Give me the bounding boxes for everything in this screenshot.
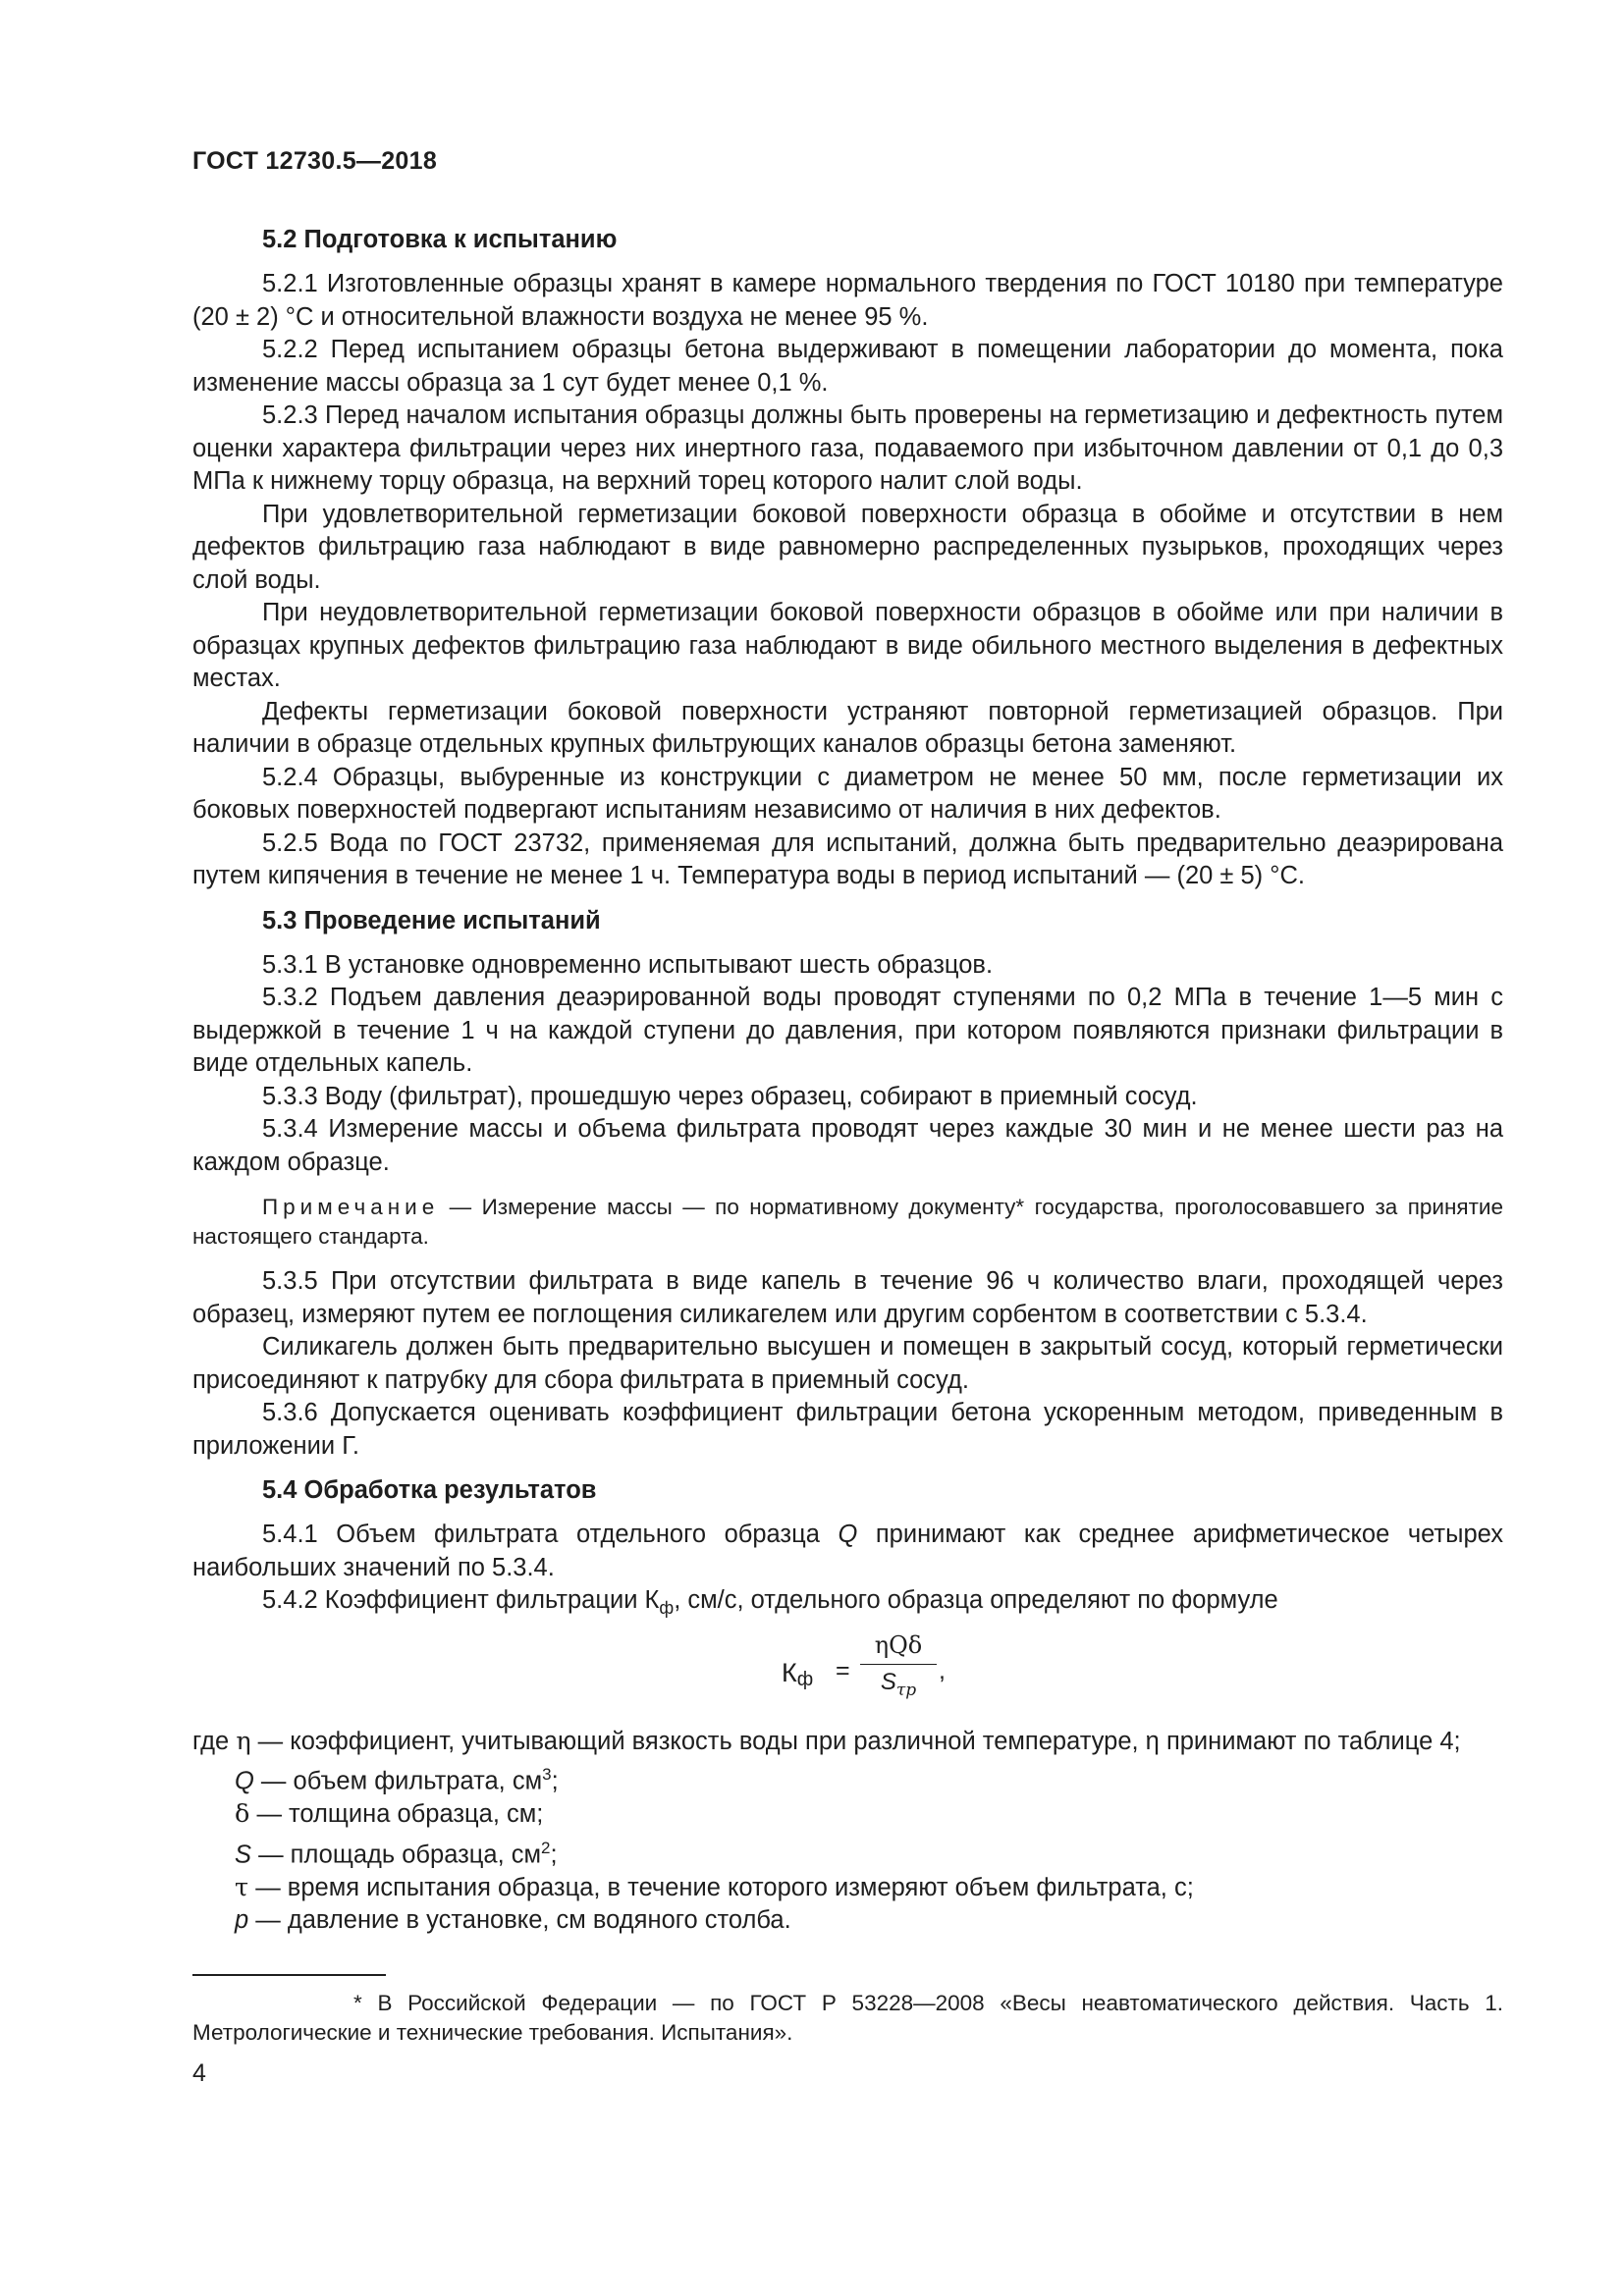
page-number: 4 [192, 2059, 206, 2087]
footnote: * В Российской Федерации — по ГОСТ Р 53228—2008 «Весы неавтоматического действия. Часть 1. Метрологические и технические требования. Испытания». [192, 1991, 1503, 2045]
tau-symbol: τ [235, 1872, 249, 1902]
paragraph-5-2-2: 5.2.2 Перед испытанием образцы бетона выдерживают в помещении лаборатории до момента, пока изменение массы образца за 1 сут будет менее 0,1 %. [192, 336, 1503, 397]
paragraph-5-4-1-text-a: 5.4.1 Объем фильтрата отдельного образца [262, 1521, 839, 1548]
formula-equals: = [836, 1656, 850, 1684]
definition-where: где [192, 1727, 230, 1755]
paragraph-5-3-3: 5.3.3 Воду (фильтрат), прошедшую через образец, собирают в приемный сосуд. [262, 1082, 1198, 1110]
note [192, 1193, 1503, 1252]
formula-denominator-s: S [880, 1668, 896, 1695]
formula-definitions [192, 1726, 1503, 1938]
formula-numerator: ηQδ [860, 1629, 937, 1665]
q-definition-end: ; [551, 1767, 559, 1795]
note-text: — Измерение массы — по нормативному документу* государства, проголосовавшего за принятие настоящего стандарта. [192, 1195, 1503, 1249]
paragraph-5-4-2-text-b: , см/с, отдельного образца определяют по формуле [674, 1586, 1278, 1614]
formula-k: К [782, 1657, 797, 1687]
s-definition: — площадь образца, см [251, 1841, 542, 1869]
formula-denominator-subscript: τp [895, 1680, 917, 1700]
definition-tau [192, 1872, 1503, 1905]
paragraph-5-4-2-text-a: 5.4.2 Коэффициент фильтрации К [262, 1586, 660, 1614]
section-5-4-title: 5.4 Обработка результатов [262, 1476, 597, 1504]
paragraph-5-4-2 [192, 1584, 1503, 1626]
formula-comma: , [939, 1656, 946, 1684]
paragraph-5-3-4: 5.3.4 Измерение массы и объема фильтрата проводят через каждые 30 мин и не менее шести раз на каждом образце. [192, 1115, 1503, 1176]
paragraph-5-3-2: 5.3.2 Подъем давления деаэрированной воды проводят ступенями по 0,2 МПа в течение 1—5 мин с выдержкой в течение 1 ч на каждой ступени до давления, при котором появляются признаки фильтрации в виде отдельных капель. [192, 984, 1503, 1077]
paragraph-5-2-3-c: Дефекты герметизации боковой поверхности устраняют повторной герметизацией образцов. При наличии в образце отдельных крупных фильтрующих каналов образцы бетона заменяют. [192, 697, 1503, 758]
document-header: ГОСТ 12730.5—2018 [192, 147, 438, 175]
definition-delta [192, 1798, 1503, 1832]
formula-k-subscript: ф [796, 1668, 814, 1690]
paragraph-5-2-3: 5.2.3 Перед началом испытания образцы должны быть проверены на герметизацию и дефектность путем оценки характера фильтрации через них инертного газа, подаваемого при избыточном давлении от 0,1 до 0,3 МПа к нижнему торцу образца, на верхний торец которого налит слой воды. [192, 401, 1503, 495]
q-definition: — объем фильтрата, см [253, 1767, 543, 1795]
paragraph-5-4-1-text-b: принимают как среднее арифметическое четырех наибольших значений по 5.3.4. [192, 1521, 1503, 1581]
s-definition-end: ; [550, 1841, 558, 1869]
q-def-symbol: Q [235, 1767, 254, 1795]
definition-eta [192, 1726, 1503, 1759]
p-symbol: p [235, 1906, 249, 1935]
formula-fraction [860, 1629, 937, 1706]
definition-q [192, 1758, 1503, 1798]
section-5-2-title: 5.2 Подготовка к испытанию [262, 226, 618, 253]
eta-symbol: η [236, 1726, 251, 1756]
document-body [192, 224, 1503, 1938]
formula-denominator [860, 1665, 937, 1706]
filtration-formula [192, 1629, 1503, 1720]
kf-subscript: ф [659, 1598, 675, 1619]
paragraph-5-2-3-a: При удовлетворительной герметизации боковой поверхности образца в обойме и отсутствии в нем дефектов фильтрацию газа наблюдают в виде равномерно распределенных пузырьков, проходящих через слой воды. [192, 500, 1503, 594]
s-unit-superscript: 2 [541, 1838, 551, 1857]
section-5-3-title: 5.3 Проведение испытаний [262, 906, 601, 934]
q-symbol: Q [838, 1521, 858, 1548]
delta-definition: — толщина образца, см; [249, 1800, 544, 1829]
note-label: Примечание [262, 1195, 440, 1219]
definition-s [192, 1832, 1503, 1872]
paragraph-5-2-5: 5.2.5 Вода по ГОСТ 23732, применяемая для испытаний, должна быть предварительно деаэрирована путем кипячения в течение не менее 1 ч. Температура воды в период испытаний — (20 ± 5) °С. [192, 828, 1503, 889]
tau-definition: — время испытания образца, в течение которого измеряют объем фильтрата, с; [248, 1873, 1194, 1901]
paragraph-5-2-3-b: При неудовлетворительной герметизации боковой поверхности образцов в обойме или при наличии в образцах крупных дефектов фильтрацию газа наблюдают в виде обильного местного выделения в дефектных местах. [192, 599, 1503, 692]
paragraph-5-3-5: 5.3.5 При отсутствии фильтрата в виде капель в течение 96 ч количество влаги, проходящей через образец, измеряют путем ее поглощения силикагелем или другим сорбентом в соответствии с 5.3.4. [192, 1267, 1503, 1328]
paragraph-5-2-1: 5.2.1 Изготовленные образцы хранят в камере нормального твердения по ГОСТ 10180 при температуре (20 ± 2) °С и относительной влажности воздуха не менее 95 %. [192, 270, 1503, 331]
footnote-divider [192, 1974, 386, 1976]
q-unit-superscript: 3 [542, 1765, 552, 1785]
p-definition: — давление в установке, см водяного столба. [248, 1906, 791, 1935]
paragraph-5-2-4: 5.2.4 Образцы, выбуренные из конструкции с диаметром не менее 50 мм, после герметизации их боковых поверхностей подвергают испытаниям независимо от наличия в них дефектов. [192, 763, 1503, 824]
paragraph-5-4-1 [192, 1519, 1503, 1584]
eta-definition: — коэффициент, учитывающий вязкость воды при различной температуре, η принимают по таблице 4; [250, 1727, 1461, 1755]
paragraph-5-3-5-a: Силикагель должен быть предварительно высушен и помещен в закрытый сосуд, который герметически присоединяют к патрубку для сбора фильтрата в приемный сосуд. [192, 1333, 1503, 1394]
paragraph-5-3-6: 5.3.6 Допускается оценивать коэффициент фильтрации бетона ускоренным методом, приведенным в приложении Г. [192, 1399, 1503, 1460]
paragraph-5-3-1: 5.3.1 В установке одновременно испытывают шесть образцов. [262, 950, 994, 979]
formula-lhs [782, 1657, 813, 1693]
definition-p [192, 1904, 1503, 1938]
delta-symbol: δ [235, 1799, 250, 1830]
s-symbol: S [235, 1841, 252, 1869]
